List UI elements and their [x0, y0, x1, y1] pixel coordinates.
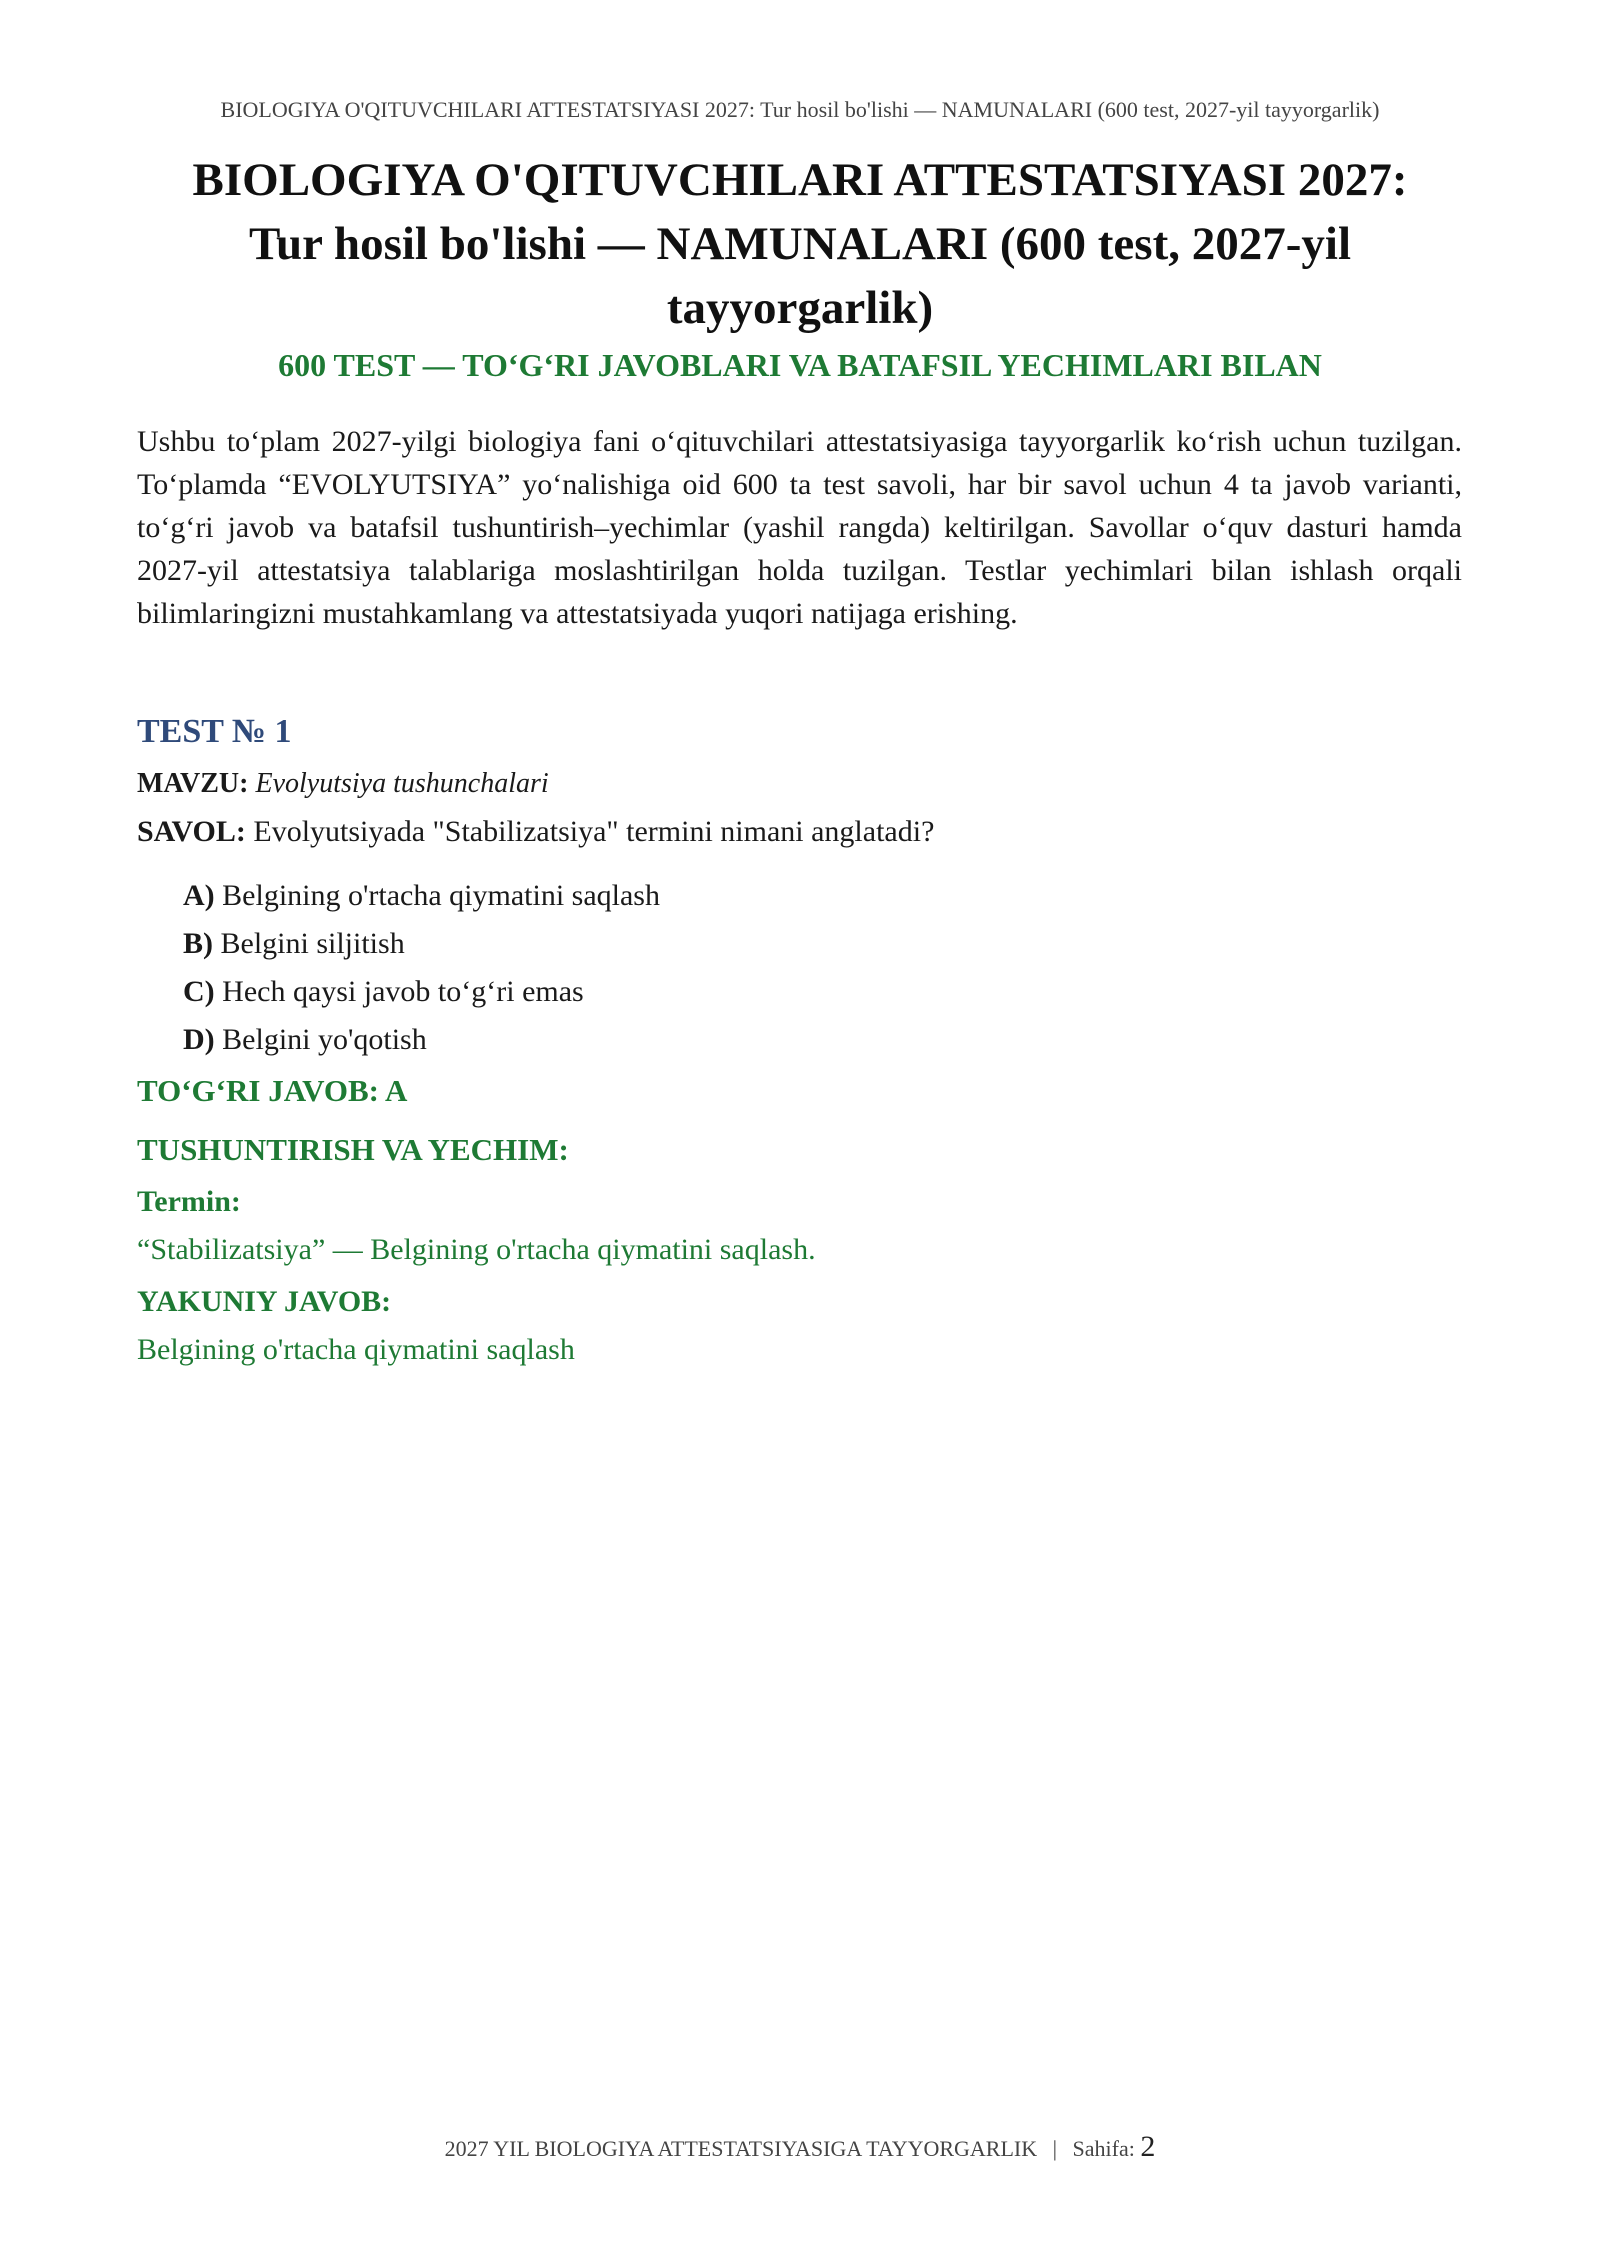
term-text: “Stabilizatsiya” — Belgining o'rtacha qiymatini saqlash.: [137, 1233, 816, 1266]
page-number: 2: [1140, 2130, 1156, 2163]
option-text: Hech qaysi javob to‘g‘ri emas: [222, 975, 584, 1008]
option-c: [183, 968, 660, 1016]
option-text: Belgini yo'qotish: [222, 1023, 427, 1056]
option-a: [183, 872, 660, 920]
question-line: [137, 815, 934, 849]
final-answer-heading: YAKUNIY JAVOB:: [137, 1285, 392, 1318]
question-text: Evolyutsiyada "Stabilizatsiya" termini nimani anglatadi?: [253, 815, 935, 848]
option-d: [183, 1016, 660, 1064]
footer-text: 2027 YIL BIOLOGIYA ATTESTATSIYASIGA TAYYORGARLIK: [444, 2136, 1038, 2161]
page-footer: [0, 2130, 1600, 2164]
title-line-3: tayyorgarlik): [666, 282, 934, 334]
test-heading: TEST № 1: [137, 713, 292, 750]
option-letter: D): [183, 1023, 215, 1056]
document-title: [110, 148, 1490, 340]
running-header: BIOLOGIYA O'QITUVCHILARI ATTESTATSIYASI 2027: Tur hosil bo'lishi — NAMUNALARI (600 test, 2027-yil tayyorgarlik): [220, 97, 1380, 122]
question-label: SAVOL:: [137, 815, 246, 848]
term-heading: Termin:: [137, 1185, 241, 1218]
document-subtitle: 600 TEST — TO‘G‘RI JAVOBLARI VA BATAFSIL YECHIMLARI BILAN: [278, 347, 1322, 383]
option-letter: C): [183, 975, 215, 1008]
topic-label: MAVZU:: [137, 768, 249, 799]
answer-options: [183, 872, 660, 1064]
title-line-2: Tur hosil bo'lishi — NAMUNALARI (600 test, 2027-yil: [249, 218, 1351, 270]
option-letter: A): [183, 879, 215, 912]
intro-paragraph: Ushbu to‘plam 2027-yilgi biologiya fani o‘qituvchilari attestatsiyasiga tayyorgarlik ko‘rish uchun tuzilgan. To‘plamda “EVOLYUTSIYA” yo‘nalishiga oid 600 ta test savoli, har bir savol uchun 4 ta javob varianti, to‘g‘ri javob va batafsil tushuntirish–yechimlar (yashil rangda) keltirilgan. Savollar o‘quv dasturi hamda 2027-yil attestatsiya talablariga moslashtirilgan holda tuzilgan. Testlar yechimlari bilan ishlash orqali bilimlaringizni mustahkamlang va attestatsiyada yuqori natijaga erishing.: [137, 425, 1462, 630]
footer-separator: |: [1052, 2136, 1058, 2161]
explanation-heading: TUSHUNTIRISH VA YECHIM:: [137, 1132, 569, 1167]
page-label: Sahifa:: [1072, 2136, 1135, 2161]
option-text: Belgining o'rtacha qiymatini saqlash: [222, 879, 660, 912]
option-letter: B): [183, 927, 213, 960]
option-b: [183, 920, 660, 968]
option-text: Belgini siljitish: [220, 927, 405, 960]
topic-value: Evolyutsiya tushunchalari: [255, 768, 549, 799]
correct-answer: TO‘G‘RI JAVOB: A: [137, 1073, 408, 1108]
final-answer-text: Belgining o'rtacha qiymatini saqlash: [137, 1333, 575, 1366]
topic-line: [137, 768, 549, 800]
title-line-1: BIOLOGIYA O'QITUVCHILARI ATTESTATSIYASI 2027:: [192, 154, 1408, 206]
